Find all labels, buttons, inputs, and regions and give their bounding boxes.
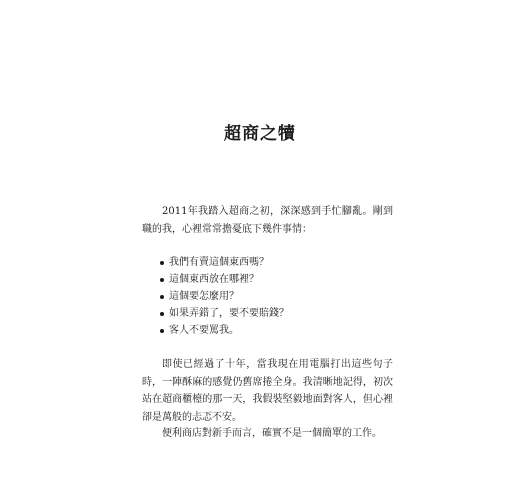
recollection-paragraph: 即使已經過了十年，當我現在用電腦打出這些句子時，一陣酥麻的感覺仍舊席捲全身。我清晰地記得，初次站在超商櫃檯的那一天，我假裝堅毅地面對客人，但心裡卻是萬般的忐忑不安。 <box>142 359 393 423</box>
list-item <box>142 322 393 339</box>
bullet-icon <box>160 261 164 265</box>
bullet-icon <box>160 329 164 333</box>
list-item <box>142 305 393 322</box>
conclusion-paragraph: 便利商店對新手而言，確實不是一個簡單的工作。 <box>162 428 382 439</box>
worries-list <box>142 254 393 339</box>
chapter-title: 超商之犢 <box>224 124 296 144</box>
list-item <box>142 271 393 288</box>
list-item <box>142 254 393 271</box>
bullet-icon <box>160 312 164 316</box>
list-item-text: 這個要怎麼用？ <box>169 291 239 302</box>
list-item <box>142 288 393 305</box>
list-item-text: 如果弄錯了，要不要賠錢？ <box>169 308 289 319</box>
bullet-icon <box>160 278 164 282</box>
list-item-text: 我們有賣這個東西嗎？ <box>169 257 269 268</box>
bullet-icon <box>160 295 164 299</box>
intro-paragraph: 2011年我踏入超商之初，深深感到手忙腳亂。剛到職的我，心裡常常擔憂底下幾件事情： <box>142 206 393 235</box>
list-item-text: 客人不要罵我。 <box>169 325 239 336</box>
list-item-text: 這個東西放在哪裡？ <box>169 274 259 285</box>
